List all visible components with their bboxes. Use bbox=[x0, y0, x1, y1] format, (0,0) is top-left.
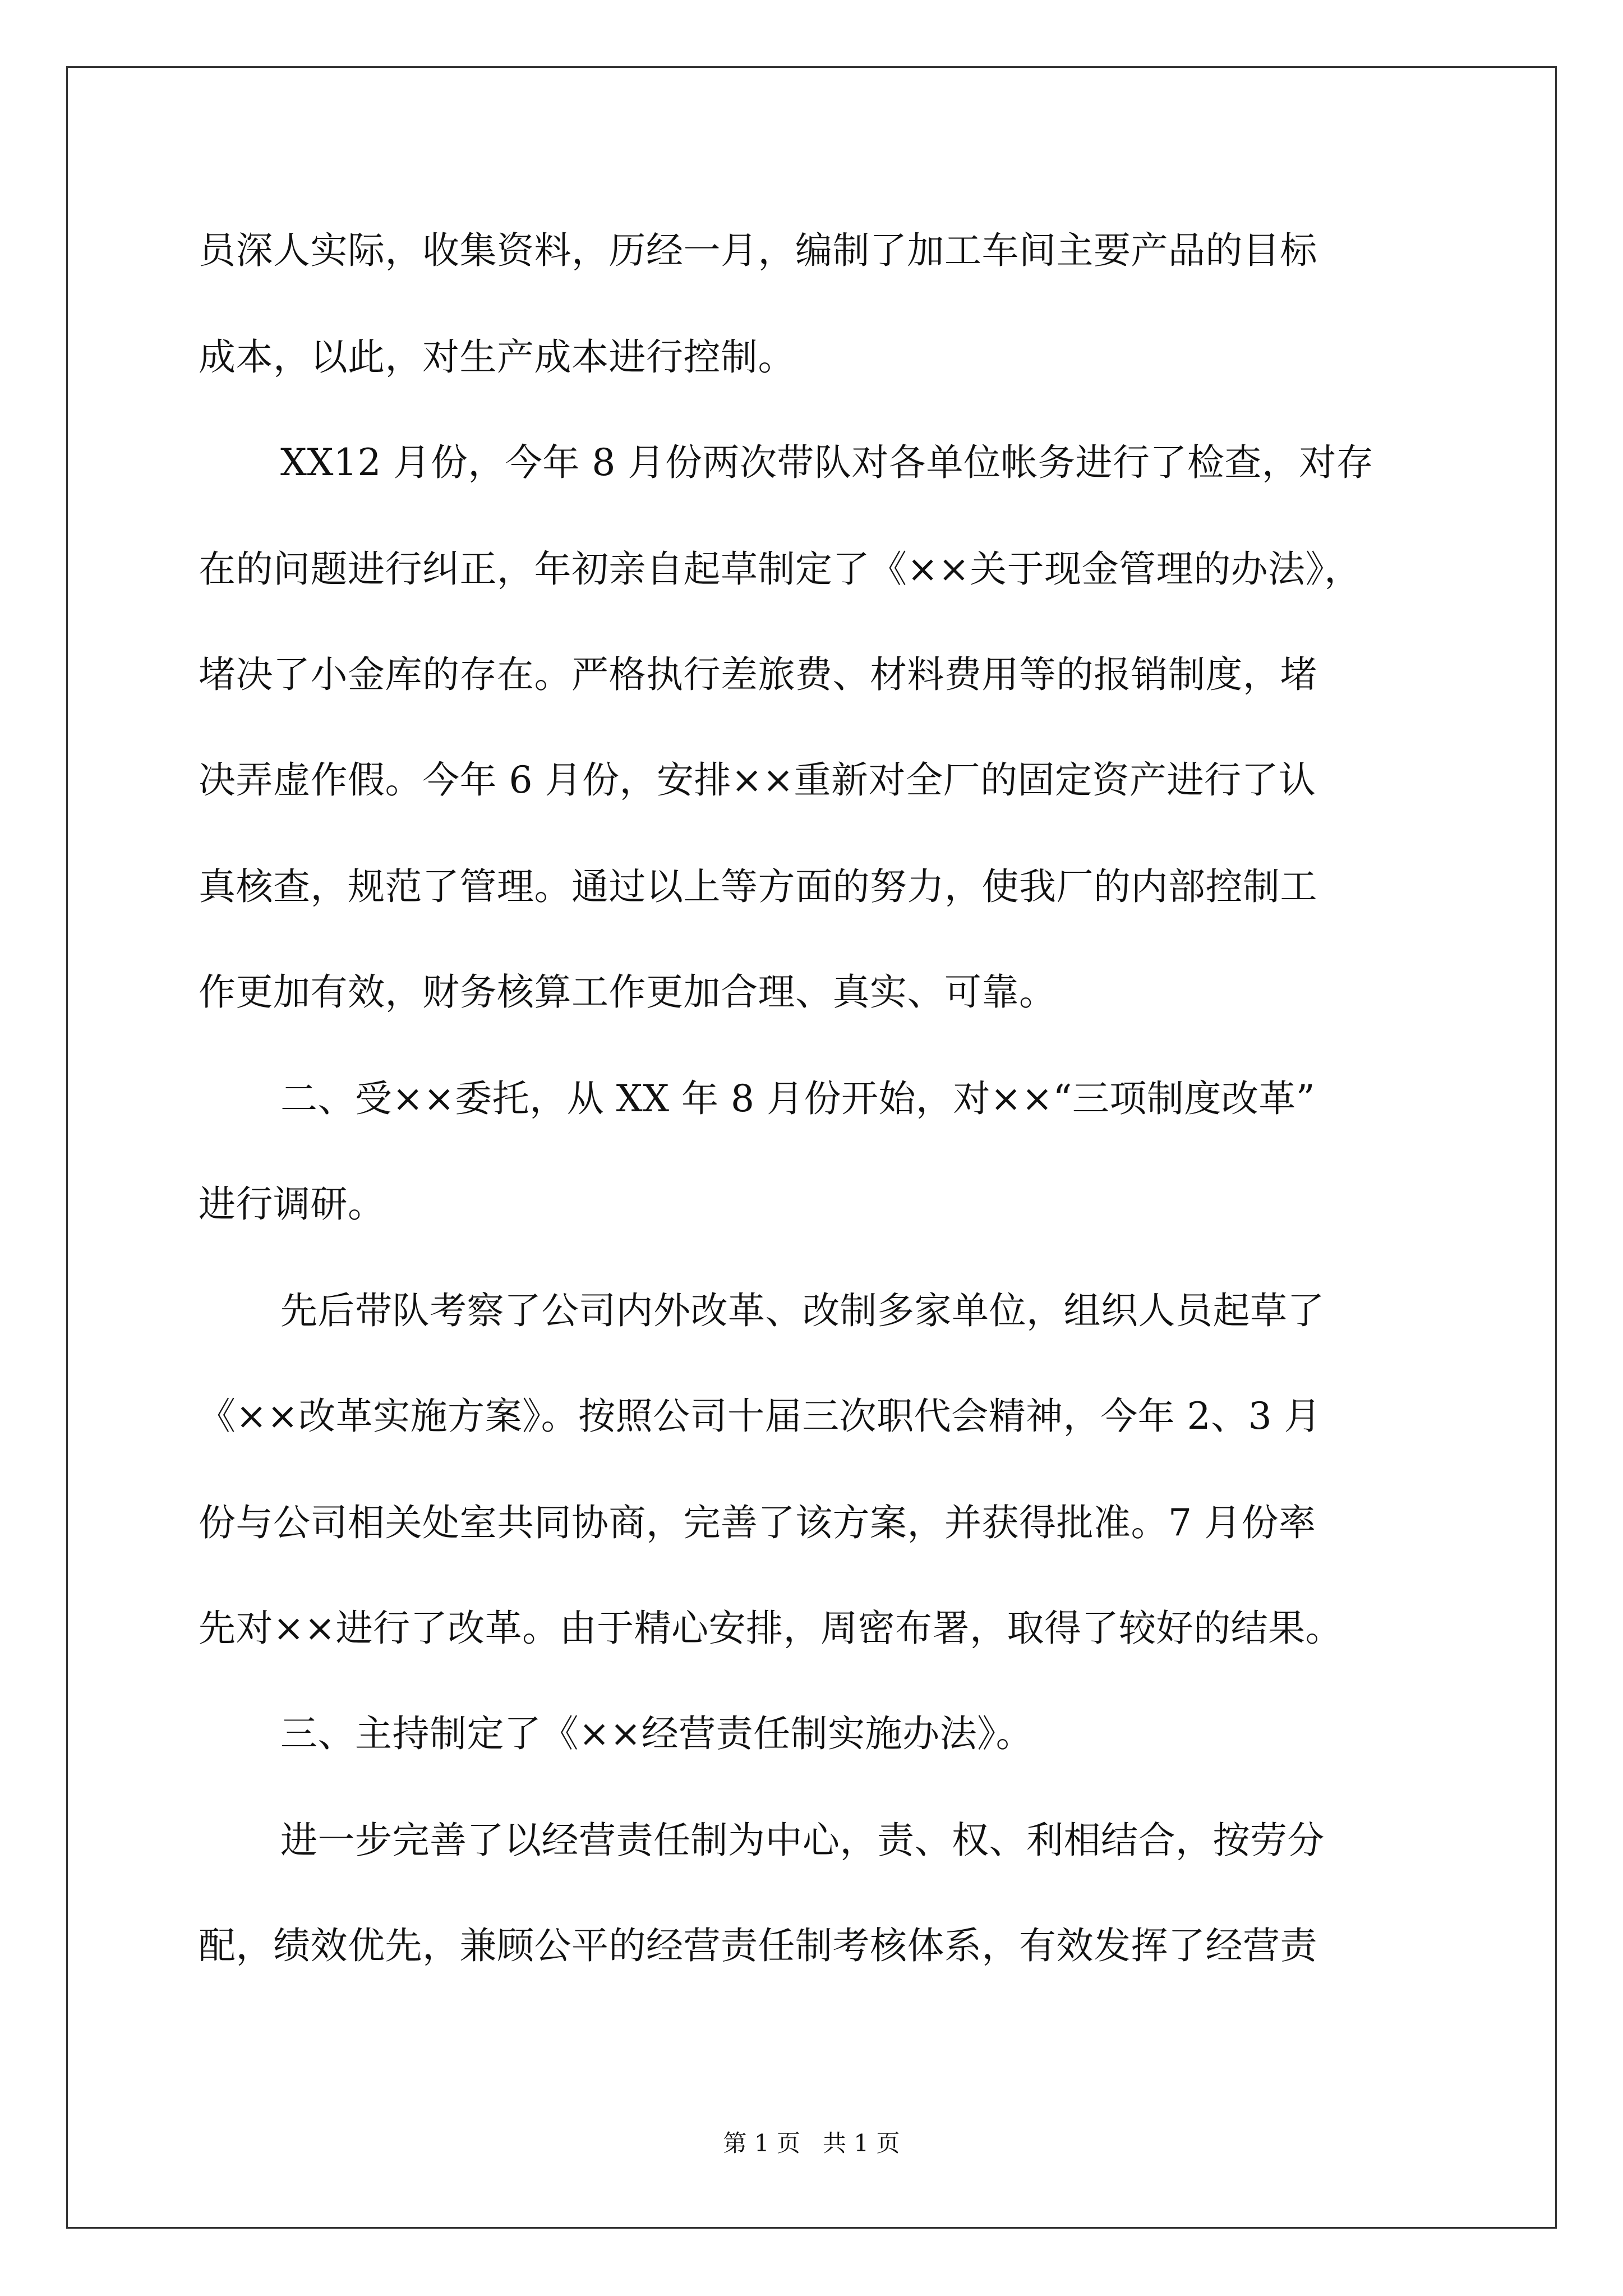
text-line: 《××改革实施方案》。按照公司十届三次职代会精神，今年 2、3 月 bbox=[199, 1395, 1322, 1438]
text-line: 二、受××委托，从 XX 年 8 月份开始，对××“三项制度改革” bbox=[280, 1077, 1316, 1120]
text-line: XX12 月份，今年 8 月份两次带队对各单位帐务进行了检查，对存 bbox=[280, 441, 1374, 484]
page-footer: 第 1 页 共 1 页 bbox=[723, 2129, 900, 2157]
text-line: 配，绩效优先，兼顾公平的经营责任制考核体系，有效发挥了经营责 bbox=[199, 1924, 1317, 1967]
text-line: 堵决了小金库的存在。严格执行差旅费、材料费用等的报销制度，堵 bbox=[199, 653, 1317, 696]
text-line: 决弄虚作假。今年 6 月份，安排××重新对全厂的固定资产进行了认 bbox=[199, 758, 1316, 802]
text-line: 进一步完善了以经营责任制为中心，责、权、利相结合，按劳分 bbox=[280, 1819, 1325, 1862]
text-line: 员深人实际，收集资料，历经一月，编制了加工车间主要产品的目标 bbox=[199, 229, 1317, 272]
text-line: 三、主持制定了《××经营责任制实施办法》。 bbox=[280, 1712, 1034, 1755]
text-line: 在的问题进行纠正，年初亲自起草制定了《××关于现金管理的办法》， bbox=[199, 547, 1362, 591]
text-line: 成本，以此，对生产成本进行控制。 bbox=[199, 335, 795, 379]
text-line: 作更加有效，财务核算工作更加合理、真实、可靠。 bbox=[199, 970, 1057, 1014]
page-border bbox=[66, 66, 1557, 2229]
text-line: 份与公司相关处室共同协商，完善了该方案，并获得批准。7 月份率 bbox=[199, 1501, 1316, 1544]
text-line: 真核查，规范了管理。通过以上等方面的努力，使我厂的内部控制工 bbox=[199, 865, 1317, 908]
text-line: 先对××进行了改革。由于精心安排，周密布署，取得了较好的结果。 bbox=[199, 1607, 1343, 1650]
text-line: 先后带队考察了公司内外改革、改制多家单位，组织人员起草了 bbox=[280, 1289, 1325, 1332]
text-line: 进行调研。 bbox=[199, 1182, 385, 1226]
